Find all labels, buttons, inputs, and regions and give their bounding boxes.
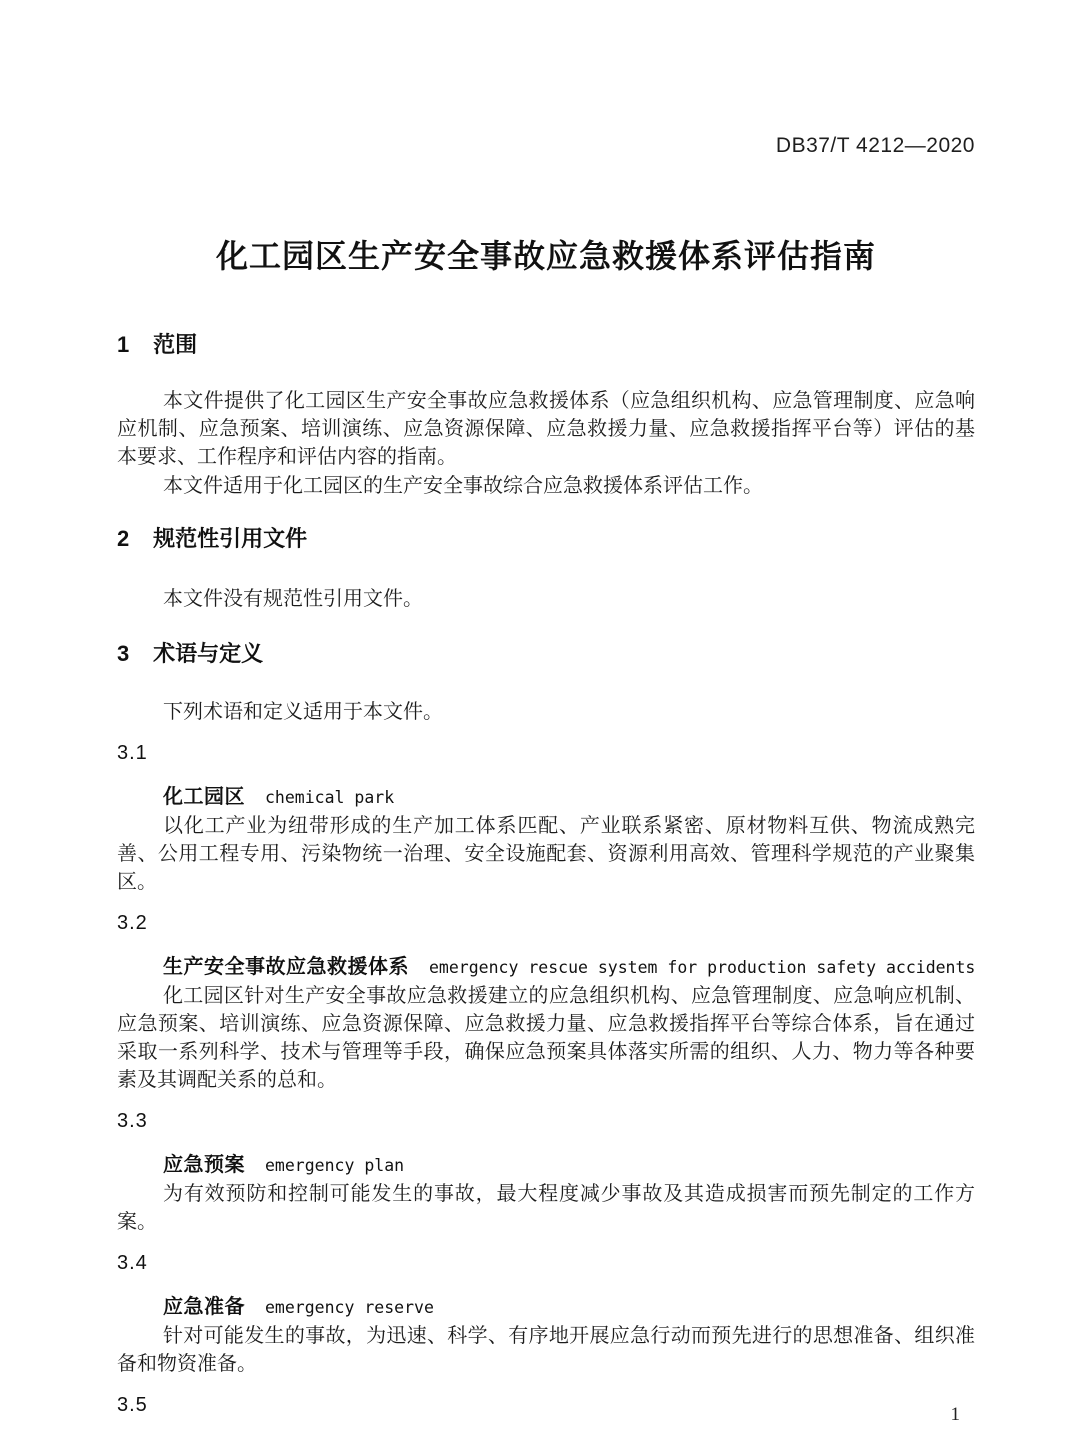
- term-name-en: emergency plan: [265, 1156, 405, 1175]
- section-number: 1: [117, 332, 130, 357]
- standard-code: DB37/T 4212—2020: [775, 134, 975, 157]
- term-heading: [117, 1293, 975, 1322]
- term-definition: 化工园区针对生产安全事故应急救援建立的应急组织机构、应急管理制度、应急响应机制、应急预案、培训演练、应急资源保障、应急救援力量、应急救援指挥平台等综合体系，旨在通过采取一系列科学、技术与管理等手段，确保应急预案具体落实所需的组织、人力、物力等各种要素及其调配关系的总和。: [117, 985, 975, 1091]
- section-number: 3: [117, 641, 130, 666]
- term-definition: 以化工产业为纽带形成的生产加工体系匹配、产业联系紧密、原材物料互供、物流成熟完善、公用工程专用、污染物统一治理、安全设施配套、资源利用高效、管理科学规范的产业聚集区。: [117, 815, 975, 893]
- page-number: 1: [950, 1404, 960, 1425]
- term-heading: [117, 953, 975, 982]
- term-number: 3.5: [117, 1394, 148, 1416]
- section-title: 规范性引用文件: [153, 526, 308, 551]
- paragraph: 本文件没有规范性引用文件。: [163, 588, 423, 610]
- term-number: 3.1: [117, 742, 148, 764]
- section-title: 术语与定义: [153, 641, 264, 666]
- term-heading: [117, 1151, 975, 1180]
- section-heading-normative-references: [117, 527, 975, 551]
- term-name-zh: 化工园区: [163, 786, 245, 808]
- term-definition: 为有效预防和控制可能发生的事故，最大程度减少事故及其造成损害而预先制定的工作方案。: [117, 1183, 975, 1233]
- section-title: 范围: [153, 332, 198, 357]
- term-name-zh: 生产安全事故应急救援体系: [163, 956, 409, 978]
- paragraph: 下列术语和定义适用于本文件。: [163, 701, 443, 723]
- term-name-en: emergency reserve: [265, 1298, 434, 1317]
- paragraph: 本文件适用于化工园区的生产安全事故综合应急救援体系评估工作。: [163, 475, 763, 497]
- section-heading-scope: [117, 333, 975, 357]
- term-number: 3.2: [117, 912, 148, 934]
- term-name-en: chemical park: [265, 788, 395, 807]
- term-number: 3.3: [117, 1110, 148, 1132]
- term-number: 3.4: [117, 1252, 148, 1274]
- term-name-en: emergency rescue system for production safety accidents: [429, 958, 976, 977]
- term-definition: 针对可能发生的事故，为迅速、科学、有序地开展应急行动而预先进行的思想准备、组织准备和物资准备。: [117, 1325, 975, 1375]
- paragraph: 本文件提供了化工园区生产安全事故应急救援体系（应急组织机构、应急管理制度、应急响应机制、应急预案、培训演练、应急资源保障、应急救援力量、应急救援指挥平台等）评估的基本要求、工作程序和评估内容的指南。: [117, 390, 975, 468]
- term-name-zh: 应急预案: [163, 1154, 245, 1176]
- section-heading-terms-definitions: [117, 642, 975, 666]
- section-number: 2: [117, 526, 130, 551]
- term-name-zh: 应急准备: [163, 1296, 245, 1318]
- document-header: [117, 133, 975, 159]
- term-heading: [117, 783, 975, 812]
- page-title: 化工园区生产安全事故应急救援体系评估指南: [215, 238, 876, 274]
